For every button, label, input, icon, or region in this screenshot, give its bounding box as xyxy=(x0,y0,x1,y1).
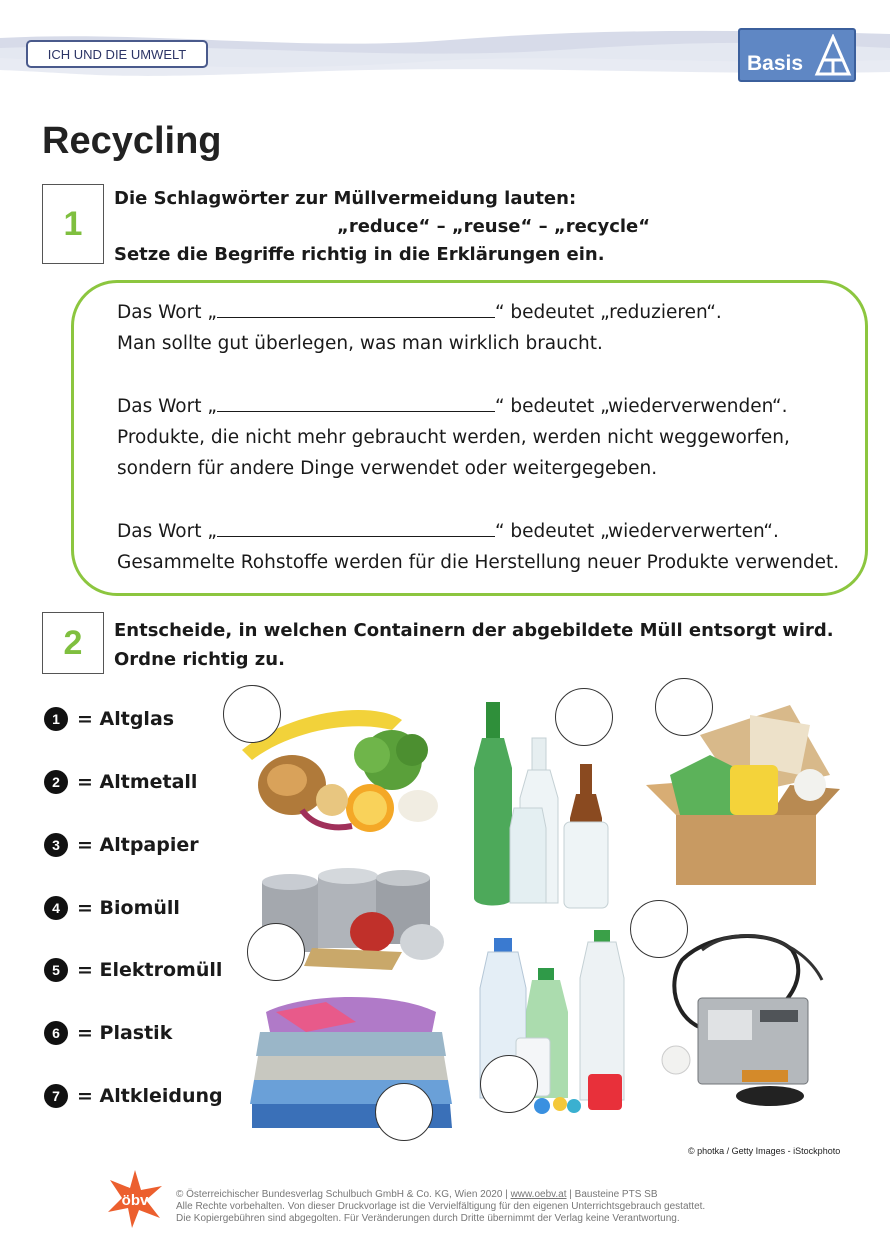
section-tag: ICH UND DIE UMWELT xyxy=(26,40,208,68)
entry-1-blank[interactable] xyxy=(217,300,495,318)
page-title: Recycling xyxy=(42,120,222,162)
legend-number: 1 xyxy=(44,707,68,731)
legend-label: = Elektromüll xyxy=(77,959,223,981)
task1-line-2: „reduce“ – „reuse“ – „recycle“ xyxy=(337,216,651,237)
legend-item-altmetall xyxy=(44,770,197,794)
answer-circle-paper[interactable] xyxy=(655,678,713,736)
entry-3-explanation: Gesammelte Rohstoffe werden für die Herstellung neuer Produkte verwendet. xyxy=(117,552,840,573)
legend-number: 7 xyxy=(44,1084,68,1108)
level-badge xyxy=(738,28,856,82)
oebv-logo xyxy=(104,1168,166,1230)
footer-series-text: | Bausteine PTS SB xyxy=(566,1189,658,1200)
legend-number: 5 xyxy=(44,958,68,982)
answer-circle-clothes[interactable] xyxy=(375,1083,433,1141)
oebv-logo-text: öbv xyxy=(121,1192,149,1209)
task2-line-2: Ordne richtig zu. xyxy=(114,649,285,670)
answer-circle-plastic[interactable] xyxy=(480,1055,538,1113)
entry-2-blank[interactable] xyxy=(217,394,495,412)
legend-label: = Plastik xyxy=(77,1022,173,1044)
task2-line-1: Entscheide, in welchen Containern der abgebildete Müll entsorgt wird. xyxy=(114,620,834,641)
legend-number: 6 xyxy=(44,1021,68,1045)
legend-number: 4 xyxy=(44,896,68,920)
entry-2-suffix: “ bedeutet „wiederverwenden“. xyxy=(494,396,788,417)
footer-fees: Die Kopiergebühren sind abgegolten. Für Veränderungen durch Dritte übernimmt der Verlag keine Verantwortung. xyxy=(176,1213,680,1224)
legend-item-biomuell xyxy=(44,896,180,920)
legend-label: = Altkleidung xyxy=(77,1085,223,1107)
entry-2-explanation-2: sondern für andere Dinge verwendet oder weitergegeben. xyxy=(117,458,658,479)
legend-number: 3 xyxy=(44,833,68,857)
legend-label: = Altpapier xyxy=(77,834,199,856)
entry-2-explanation-1: Produkte, die nicht mehr gebraucht werden, werden nicht weggeworfen, xyxy=(117,427,790,448)
entry-3-sentence xyxy=(117,516,779,547)
entry-1-prefix: Das Wort „ xyxy=(117,302,217,323)
entry-3-blank[interactable] xyxy=(217,519,495,537)
entry-2-sentence xyxy=(117,391,788,422)
entry-2-prefix: Das Wort „ xyxy=(117,396,217,417)
legend-label: = Altmetall xyxy=(77,771,198,793)
footer-rights: Alle Rechte vorbehalten. Von dieser Druckvorlage ist die Vervielfältigung für den eigenen Unterrichtsgebrauch gestattet. xyxy=(176,1201,706,1212)
legend-item-altkleidung xyxy=(44,1084,223,1108)
answer-circle-metal[interactable] xyxy=(247,923,305,981)
answer-circle-organic[interactable] xyxy=(223,685,281,743)
answer-circle-glass[interactable] xyxy=(555,688,613,746)
answer-circle-electronics[interactable] xyxy=(630,900,688,958)
triangle-level-icon xyxy=(814,34,852,78)
legend-label: = Altglas xyxy=(77,708,175,730)
entry-3-prefix: Das Wort „ xyxy=(117,521,217,542)
legend-item-altpapier xyxy=(44,833,199,857)
legend-number: 2 xyxy=(44,770,68,794)
photo-credit: © photka / Getty Images - iStockphoto xyxy=(688,1146,841,1156)
task1-line-3: Setze die Begriffe richtig in die Erklärungen ein. xyxy=(114,244,605,265)
footer-copyright xyxy=(176,1189,658,1201)
legend-label: = Biomüll xyxy=(77,897,180,919)
legend-item-plastik xyxy=(44,1021,172,1045)
entry-1-sentence xyxy=(117,297,722,328)
legend-item-elektromuell xyxy=(44,958,222,982)
footer-copyright-text: © Österreichischer Bundesverlag Schulbuch GmbH & Co. KG, Wien 2020 | xyxy=(176,1189,511,1200)
task-number-1: 1 xyxy=(42,184,104,264)
entry-1-explanation: Man sollte gut überlegen, was man wirklich braucht. xyxy=(117,333,603,354)
task1-line-1: Die Schlagwörter zur Müllvermeidung lauten: xyxy=(114,188,577,209)
task-number-2: 2 xyxy=(42,612,104,674)
entry-3-suffix: “ bedeutet „wiederverwerten“. xyxy=(494,521,779,542)
entry-1-suffix: “ bedeutet „reduzieren“. xyxy=(494,302,722,323)
legend-item-altglas xyxy=(44,707,174,731)
level-badge-label: Basis xyxy=(747,52,804,75)
footer-website-link[interactable]: www.oebv.at xyxy=(510,1189,567,1200)
